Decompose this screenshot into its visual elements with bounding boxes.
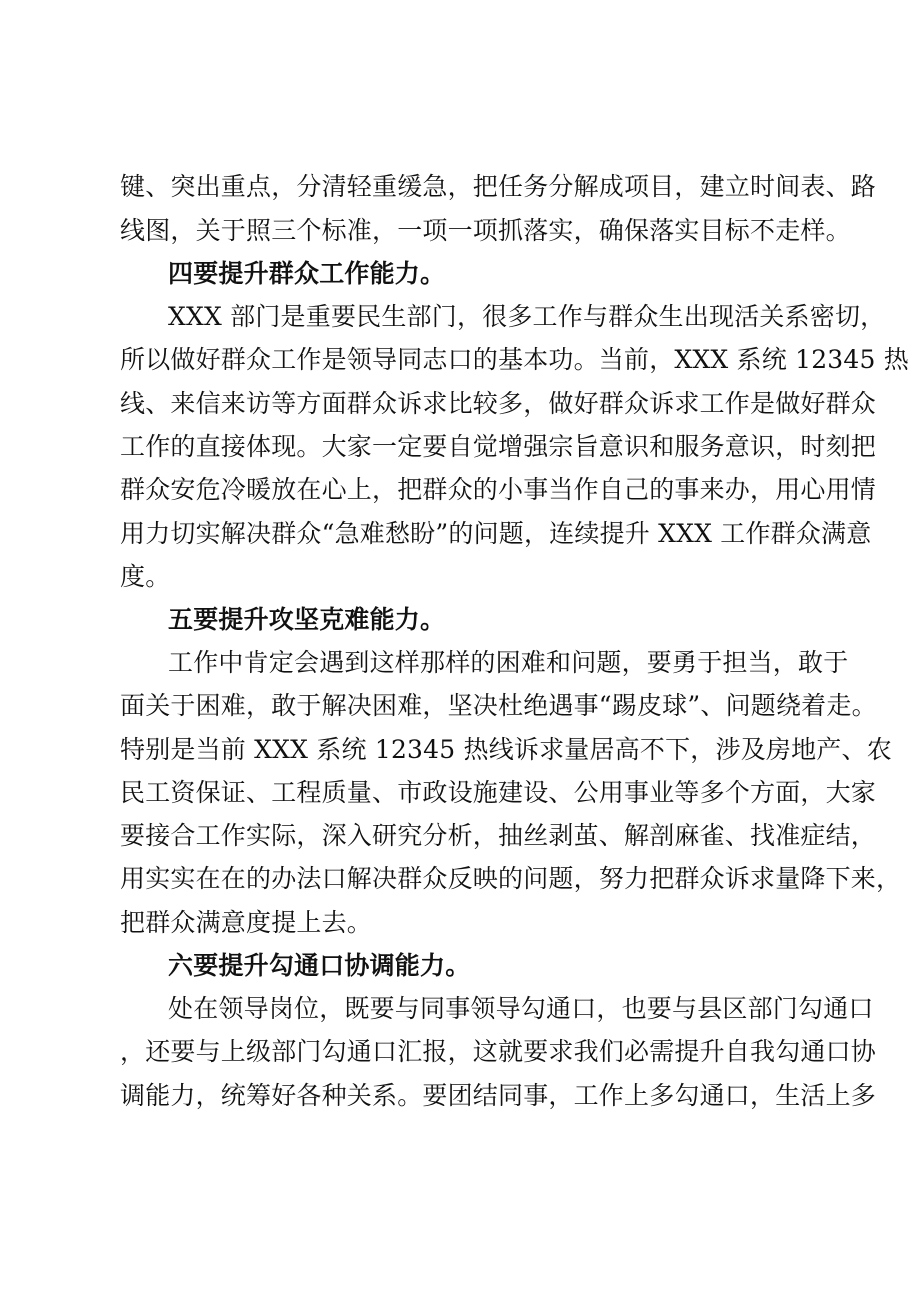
paragraph-line: 面关于困难，敢于解决困难，坚决杜绝遇事“踢皮球”、问题绕着走。 [120,691,877,720]
paragraph-line: 线、来信来访等方面群众诉求比较多，做好群众诉求工作是做好群众 [120,389,877,418]
paragraph-line: 调能力，统筹好各种关系。要团结同事，工作上多勾通口，生活上多 [120,1081,877,1110]
paragraph-line: ，还要与上级部门勾通口汇报，这就要求我们必需提升自我勾通口协 [120,1037,877,1066]
paragraph-line: 工作中肯定会遇到这样那样的困难和问题，要勇于担当，敢于 [168,648,849,677]
paragraph-line: 线图，关于照三个标准，一项一项抓落实，确保落实目标不走样。 [120,216,851,245]
section-heading: 五要提升攻坚克难能力。 [168,605,446,634]
paragraph-line: 键、突出重点，分清轻重缓急，把任务分解成项目，建立时间表、路 [120,172,877,201]
paragraph-line: 特别是当前 XXX 系统 12345 热线诉求量居高不下，涉及房地产、农 [120,735,892,764]
paragraph-line: 处在领导岗位，既要与同事领导勾通口，也要与县区部门勾通口 [168,994,874,1023]
paragraph-line: 要接合工作实际，深入研究分析，抽丝剥茧、解剖麻雀、找准症结， [120,821,877,850]
paragraph-line: 所以做好群众工作是领导同志口的基本功。当前，XXX 系统 12345 热 [120,345,909,374]
paragraph-line: XXX 部门是重要民生部门，很多工作与群众生出现活关系密切， [168,302,886,331]
paragraph-line: 民工资保证、工程质量、市政设施建设、公用事业等多个方面，大家 [120,778,877,807]
paragraph-line: 用实实在在的办法口解决群众反映的问题，努力把群众诉求量降下来， [120,864,902,893]
section-heading: 六要提升勾通口协调能力。 [168,951,471,980]
paragraph-line: 用力切实解决群众“急难愁盼”的问题，连续提升 XXX 工作群众满意 [120,519,872,548]
paragraph-line: 工作的直接体现。大家一定要自觉增强宗旨意识和服务意识，时刻把 [120,432,877,461]
paragraph-line: 把群众满意度提上去。 [120,908,373,937]
section-heading: 四要提升群众工作能力。 [168,259,446,288]
paragraph-line: 度。 [120,562,171,591]
paragraph-line: 群众安危冷暖放在心上，把群众的小事当作自己的事来办，用心用情 [120,475,877,504]
